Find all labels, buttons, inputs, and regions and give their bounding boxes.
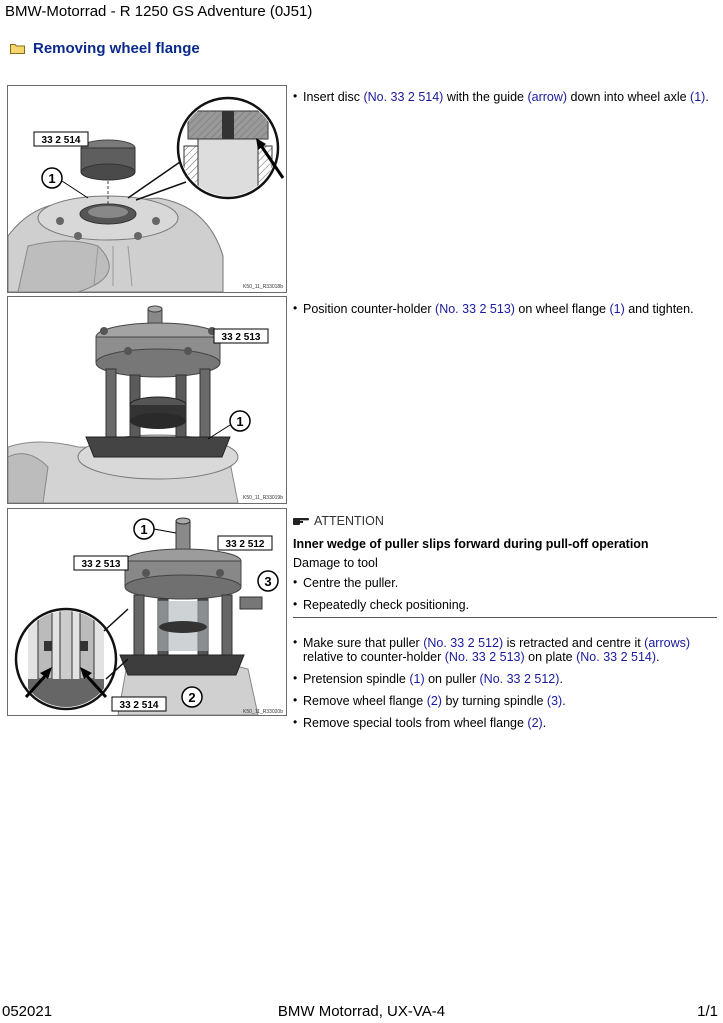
step-text: by turning spindle xyxy=(441,694,547,708)
reference-link[interactable]: (3) xyxy=(546,694,563,708)
step-text: Position counter-holder xyxy=(303,302,436,316)
figure-1-code: K50_11_R33018b xyxy=(243,284,283,290)
figure-2-code: K50_11_R33019b xyxy=(243,495,283,501)
step-text: . xyxy=(705,90,709,104)
step-text: is retracted and centre it xyxy=(503,636,645,650)
step-text: . xyxy=(542,716,547,730)
step-text: and tighten. xyxy=(624,302,694,316)
step-item xyxy=(293,694,717,708)
step-item xyxy=(293,716,717,730)
reference-link[interactable]: (No. 33 2 513) xyxy=(444,650,525,664)
step-text: Make sure that puller xyxy=(303,636,424,650)
step-item xyxy=(293,636,717,664)
step-text: Pretension spindle xyxy=(303,672,410,686)
footer-source: BMW Motorrad, UX-VA-4 xyxy=(277,1003,446,1020)
figure-3-disc-label: 33 2 514 xyxy=(119,700,159,711)
step-text: relative to counter-holder xyxy=(303,650,445,664)
reference-link[interactable]: (No. 33 2 514) xyxy=(363,90,444,104)
step-item xyxy=(293,302,717,316)
reference-link[interactable]: (No. 33 2 514) xyxy=(576,650,657,664)
reference-link[interactable]: (No. 33 2 513) xyxy=(435,302,515,316)
reference-link[interactable]: (2) xyxy=(426,694,442,708)
figure-1-tool-label: 33 2 514 xyxy=(41,135,81,146)
footer-page-number: 1/1 xyxy=(697,1003,718,1020)
step-item xyxy=(293,672,717,686)
figure-3-callout-1: 1 xyxy=(140,522,148,537)
folder-icon xyxy=(10,43,25,54)
pointing-hand-icon xyxy=(293,516,309,526)
reference-link[interactable]: (No. 33 2 512) xyxy=(479,672,560,686)
step-text: on wheel flange xyxy=(514,302,610,316)
figure-puller xyxy=(7,508,287,716)
figure-3-callout-3: 3 xyxy=(264,574,272,589)
steps-insert-disc xyxy=(293,90,717,112)
figure-insert-disc xyxy=(7,85,287,293)
reference-link[interactable]: (1) xyxy=(690,90,706,104)
step-text: . xyxy=(656,650,660,664)
step-text: Insert disc xyxy=(303,90,364,104)
attention-item: • Centre the puller. xyxy=(293,576,717,590)
steps-position-counter-holder xyxy=(293,302,717,324)
attention-subtitle: Damage to tool xyxy=(293,556,378,570)
attention-box xyxy=(293,514,717,620)
reference-link[interactable]: (No. 33 2 512) xyxy=(423,636,504,650)
attention-divider xyxy=(293,617,717,618)
step-text: Remove special tools from wheel flange xyxy=(303,716,528,730)
reference-link[interactable]: (arrow) xyxy=(527,90,568,104)
step-text: . xyxy=(559,672,563,686)
attention-item: • Repeatedly check positioning. xyxy=(293,598,717,612)
figure-3-callout-2: 2 xyxy=(188,690,196,705)
steps-remove-wheel-flange xyxy=(293,636,717,738)
step-text: . xyxy=(562,694,566,708)
step-text: on plate xyxy=(524,650,577,664)
step-text: down into wheel axle xyxy=(567,90,691,104)
attention-label: ATTENTION xyxy=(314,514,384,528)
section-title: Removing wheel flange xyxy=(33,40,200,57)
figure-1-callout-1: 1 xyxy=(48,171,56,186)
reference-link[interactable]: (1) xyxy=(409,672,425,686)
section-heading xyxy=(10,40,200,57)
footer-date: 052021 xyxy=(2,1003,53,1020)
step-text: on puller xyxy=(424,672,480,686)
reference-link[interactable]: (arrows) xyxy=(644,636,691,650)
figure-2-callout-1: 1 xyxy=(236,414,244,429)
document-header: BMW-Motorrad - R 1250 GS Adventure (0J51) xyxy=(5,3,313,20)
reference-link[interactable]: (1) xyxy=(609,302,625,316)
attention-title: Inner wedge of puller slips forward during pull-off operation xyxy=(293,537,649,551)
reference-link[interactable]: (2) xyxy=(527,716,543,730)
figure-3-counter-holder-label: 33 2 513 xyxy=(81,559,121,570)
figure-2-tool-label: 33 2 513 xyxy=(221,332,261,343)
figure-3-puller-label: 33 2 512 xyxy=(225,539,265,550)
figure-3-code: K50_11_R33020b xyxy=(243,709,283,715)
step-text: Remove wheel flange xyxy=(303,694,427,708)
figure-counter-holder xyxy=(7,296,287,504)
step-item xyxy=(293,90,717,104)
step-text: with the guide xyxy=(443,90,528,104)
